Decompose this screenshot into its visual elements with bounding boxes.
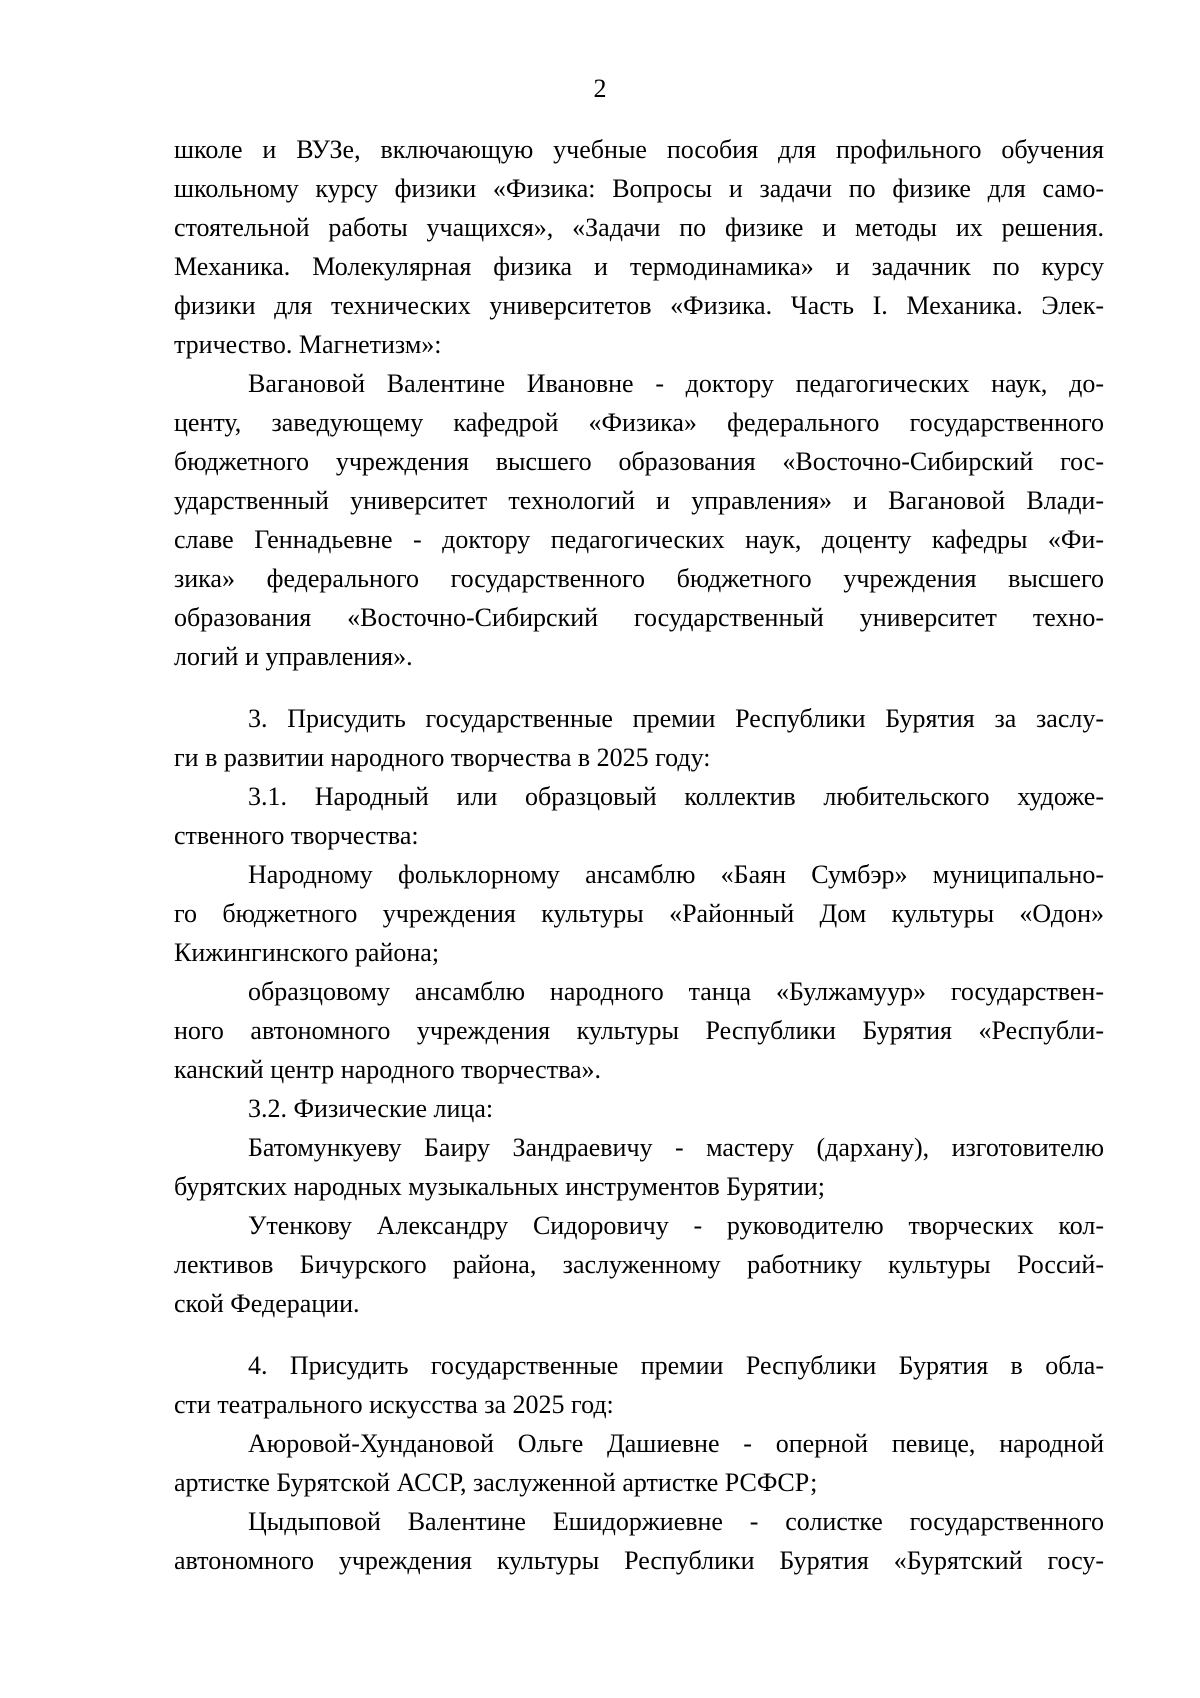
text-line: 3.1. Народный или образцовый коллектив любительского художе-: [248, 782, 1104, 811]
text-line: ственного творчества:: [174, 821, 419, 850]
text-line: ской Федерации.: [174, 1289, 360, 1318]
text-line: ного автономного учреждения культуры Республики Бурятия «Республи-: [174, 1016, 1104, 1045]
text-line: физики для технических университетов «Физика. Часть I. Механика. Элек-: [174, 291, 1104, 320]
text-line: автономного учреждения культуры Республики Бурятия «Бурятский госу-: [174, 1546, 1104, 1575]
text-line: Кижингинского района;: [174, 938, 440, 967]
text-line: Вагановой Валентине Ивановне - доктору педагогических наук, до-: [248, 369, 1104, 398]
text-line: ударственный университет технологий и управления» и Вагановой Влади-: [174, 486, 1104, 515]
text-line: артистке Бурятской АССР, заслуженной артистке РСФСР;: [174, 1468, 818, 1497]
text-line: Аюровой-Хундановой Ольге Дашиевне - оперной певице, народной: [248, 1429, 1104, 1458]
text-line: 4. Присудить государственные премии Республики Бурятия в обла-: [248, 1351, 1104, 1380]
text-line: лективов Бичурского района, заслуженному работнику культуры Россий-: [174, 1250, 1104, 1279]
text-line: сти театрального искусства за 2025 год:: [174, 1390, 614, 1419]
text-line: Народному фольклорному ансамблю «Баян Сумбэр» муниципально-: [248, 860, 1104, 889]
text-line: тричество. Магнетизм»:: [174, 330, 442, 359]
text-line: Цыдыповой Валентине Ешидоржиевне - солистке государственного: [248, 1507, 1104, 1536]
text-line: 3. Присудить государственные премии Республики Бурятия за заслу-: [248, 704, 1104, 733]
text-line: го бюджетного учреждения культуры «Районный Дом культуры «Одон»: [174, 899, 1104, 928]
text-line: образования «Восточно-Сибирский государственный университет техно-: [174, 603, 1104, 632]
text-line: логий и управления».: [174, 642, 413, 671]
text-line: бюджетного учреждения высшего образования «Восточно-Сибирский гос-: [174, 447, 1104, 476]
text-line: славе Геннадьевне - доктору педагогических наук, доценту кафедры «Фи-: [174, 525, 1104, 554]
text-line: Механика. Молекулярная физика и термодинамика» и задачник по курсу: [174, 252, 1104, 281]
text-line: бурятских народных музыкальных инструментов Бурятии;: [174, 1172, 825, 1201]
text-line: центу, заведующему кафедрой «Физика» федерального государственного: [174, 408, 1104, 437]
text-line: школе и ВУЗе, включающую учебные пособия для профильного обучения: [174, 135, 1104, 164]
text-line: 3.2. Физические лица:: [248, 1094, 494, 1123]
text-line: школьному курсу физики «Физика: Вопросы и задачи по физике для само-: [174, 174, 1104, 203]
text-line: ги в развитии народного творчества в 2025 году:: [174, 743, 711, 772]
text-line: канский центр народного творчества».: [174, 1055, 602, 1084]
page-number: 2: [593, 74, 607, 103]
text-line: Батомункуеву Баиру Зандраевичу - мастеру (дархану), изготовителю: [248, 1133, 1104, 1162]
text-line: зика» федерального государственного бюджетного учреждения высшего: [174, 564, 1104, 593]
text-line: стоятельной работы учащихся», «Задачи по физике и методы их решения.: [174, 213, 1104, 242]
text-line: Утенкову Александру Сидоровичу - руководителю творческих кол-: [248, 1211, 1104, 1240]
text-line: образцовому ансамблю народного танца «Булжамуур» государствен-: [248, 977, 1104, 1006]
